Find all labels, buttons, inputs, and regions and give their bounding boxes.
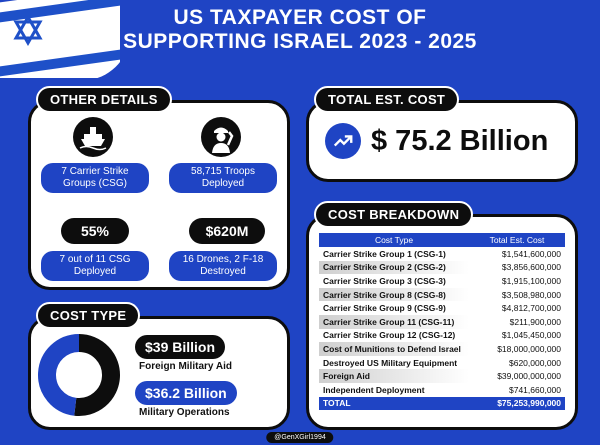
table-row	[319, 301, 565, 315]
other-details-heading: OTHER DETAILS	[36, 86, 172, 113]
cost-type-cell: Carrier Strike Group 9 (CSG-9)	[323, 303, 446, 314]
column-header: Cost Type	[319, 233, 469, 247]
total-value-cell: $75,253,990,000	[469, 397, 565, 411]
cost-breakdown-heading: COST BREAKDOWN	[314, 201, 473, 228]
page-title	[0, 6, 600, 54]
table-row	[319, 369, 565, 383]
title-line-1: US TAXPAYER COST OF	[173, 6, 427, 29]
foreign-aid-label: Foreign Military Aid	[139, 361, 232, 372]
cost-value-cell: $18,000,000,000	[497, 343, 561, 354]
cost-type-cell: Carrier Strike Group 8 (CSG-8)	[319, 288, 469, 302]
cost-type-donut-chart	[37, 333, 121, 417]
table-row	[319, 261, 565, 275]
cost-type-cell: Foreign Aid	[319, 369, 469, 383]
cost-type-cell: Carrier Strike Group 1 (CSG-1)	[323, 248, 446, 259]
troops-label: 58,715 Troops Deployed	[169, 163, 277, 193]
donut-slice	[75, 343, 111, 407]
table-header-row	[319, 233, 565, 247]
cost-value-cell: $4,812,700,000	[501, 303, 561, 314]
table-row	[319, 288, 565, 302]
cost-type-cell: Destroyed US Military Equipment	[323, 357, 458, 368]
author-handle: @GenXGirl1994	[266, 432, 333, 443]
total-label-cell: TOTAL	[319, 397, 469, 411]
military-operations-amount: $36.2 Billion	[135, 381, 237, 405]
saluting-soldier-icon	[201, 117, 241, 157]
cost-value-cell: $741,660,000	[509, 384, 561, 395]
cost-value-cell: $1,045,450,000	[501, 330, 561, 341]
title-line-2: SUPPORTING ISRAEL 2023 - 2025	[123, 30, 477, 53]
table-row	[319, 356, 565, 370]
cost-value-cell: $39,000,000,000	[497, 371, 561, 382]
table-row	[319, 383, 565, 397]
csg-percent-badge: 55%	[61, 218, 129, 244]
cost-type-cell: Cost of Munitions to Defend Israel	[319, 342, 469, 356]
cost-breakdown-panel	[306, 214, 578, 430]
cost-type-cell: Independent Deployment	[323, 384, 425, 395]
csg-deployed-label: 7 out of 11 CSG Deployed	[41, 251, 149, 281]
cost-value-cell: $3,508,980,000	[501, 289, 561, 300]
column-header: Total Est. Cost	[469, 233, 565, 247]
donut-slice	[47, 343, 79, 407]
military-operations-label: Military Operations	[139, 407, 230, 418]
destroyed-equipment-label: 16 Drones, 2 F-18 Destroyed	[169, 251, 277, 281]
table-row	[319, 315, 565, 329]
ship-icon	[73, 117, 113, 157]
cost-type-cell: Carrier Strike Group 3 (CSG-3)	[323, 275, 446, 286]
cost-value-cell: $620,000,000	[509, 357, 561, 368]
table-row	[319, 329, 565, 343]
trending-up-icon	[325, 123, 361, 159]
cost-type-cell: Carrier Strike Group 12 (CSG-12)	[323, 330, 456, 341]
total-cost-heading: TOTAL EST. COST	[314, 86, 459, 113]
cost-value-cell: $1,915,100,000	[501, 275, 561, 286]
table-row	[319, 247, 565, 261]
total-amount: $ 75.2 Billion	[371, 124, 549, 157]
table-row	[319, 342, 565, 356]
cost-type-panel	[28, 316, 290, 430]
table-row	[319, 274, 565, 288]
foreign-aid-amount: $39 Billion	[135, 335, 225, 359]
equipment-cost-badge: $620M	[189, 218, 265, 244]
cost-value-cell: $1,541,600,000	[501, 248, 561, 259]
cost-breakdown-table	[319, 233, 565, 410]
other-details-panel	[28, 100, 290, 290]
carrier-groups-label: 7 Carrier Strike Groups (CSG)	[41, 163, 149, 193]
cost-value-cell: $3,856,600,000	[501, 262, 561, 273]
cost-value-cell: $211,900,000	[509, 316, 561, 327]
cost-type-cell: Carrier Strike Group 2 (CSG-2)	[319, 261, 469, 275]
cost-type-heading: COST TYPE	[36, 302, 140, 329]
cost-type-cell: Carrier Strike Group 11 (CSG-11)	[319, 315, 469, 329]
table-total-row	[319, 397, 565, 411]
